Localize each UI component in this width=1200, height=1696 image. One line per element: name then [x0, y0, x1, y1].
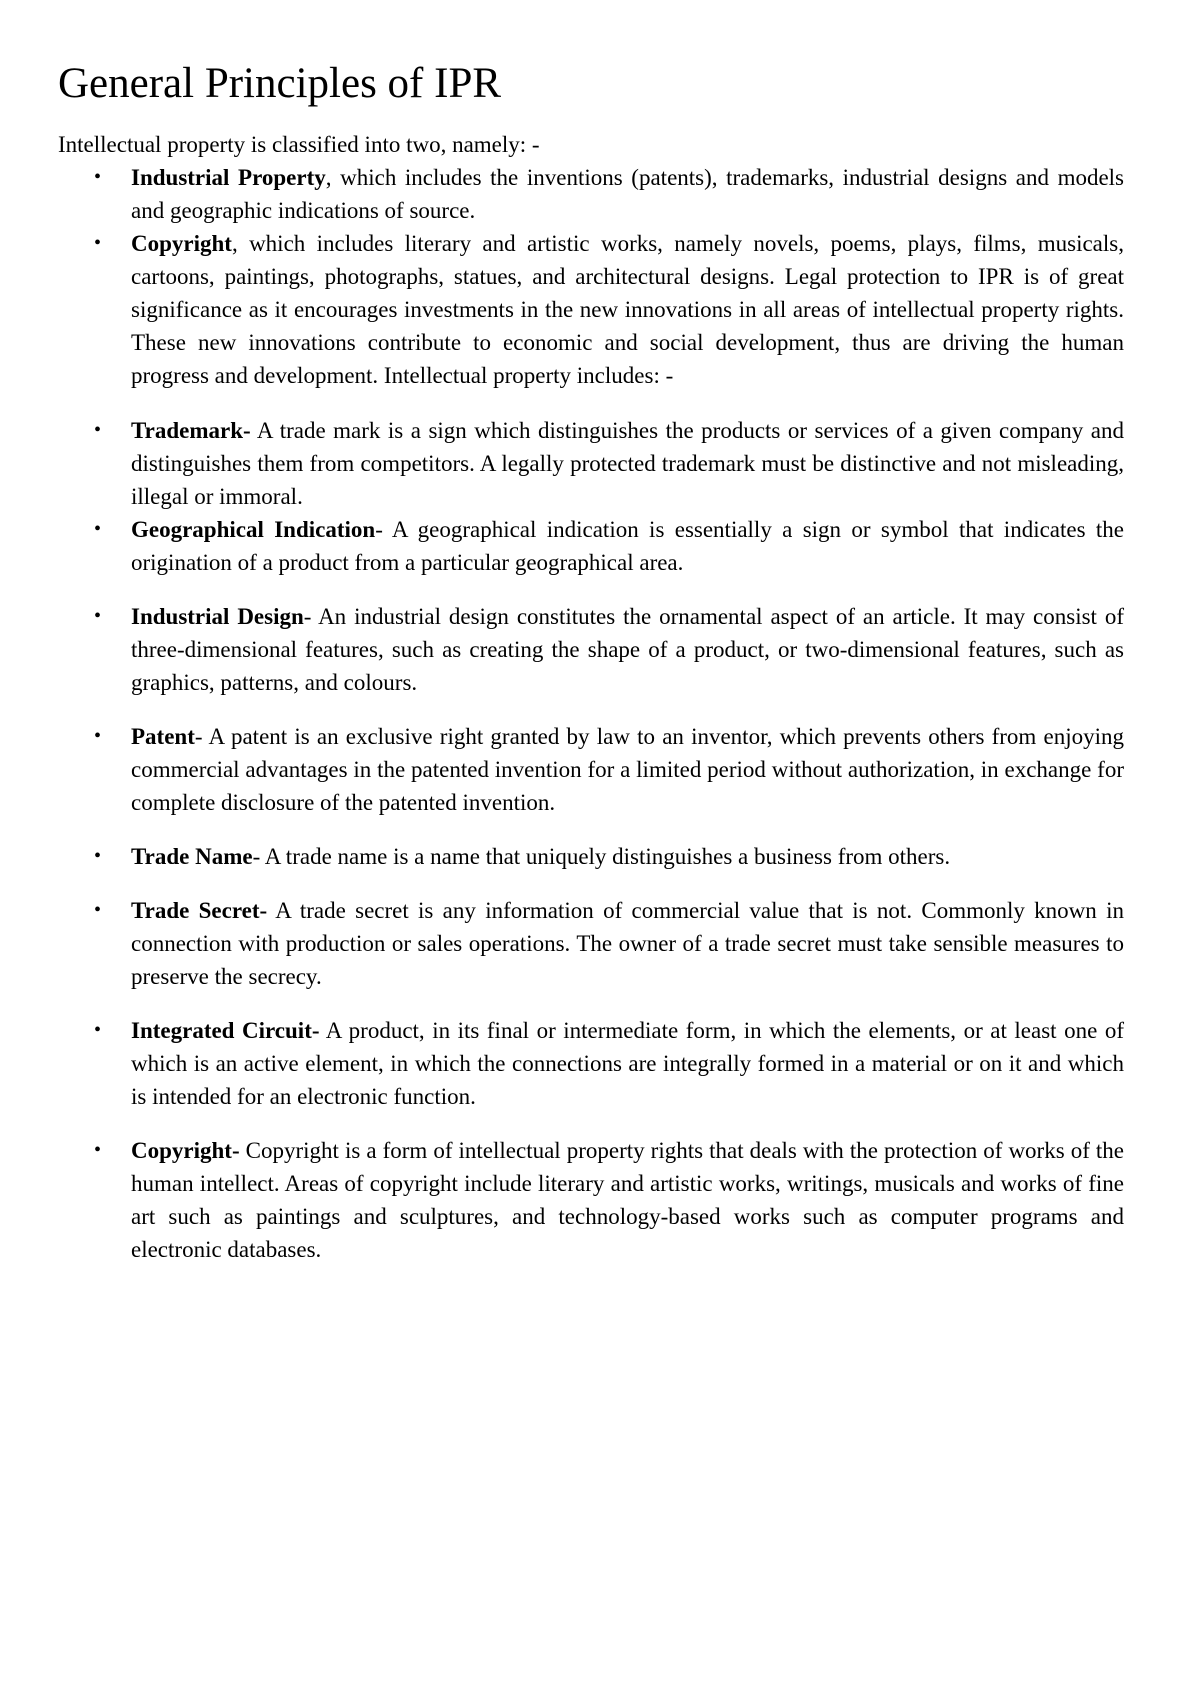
list-item-industrial-design: [58, 600, 1124, 699]
item-text: - A geographical indication is essentially a sign or symbol that indicates the origination of a product from a particular geographical area.: [131, 516, 1124, 575]
term-label: Industrial Property: [131, 164, 326, 190]
list-item-integrated-circuit: [58, 1014, 1124, 1113]
bullet-icon: •: [94, 231, 102, 254]
bullet-icon: •: [94, 898, 102, 921]
bullet-icon: •: [94, 517, 102, 540]
term-label: Trade Name: [131, 843, 253, 869]
term-label: Integrated Circuit-: [131, 1017, 320, 1043]
list-item-copyright-classification: [58, 227, 1124, 392]
trademark-list: [58, 414, 1124, 513]
list-item-patent: [58, 720, 1124, 819]
page-title: General Principles of IPR: [58, 60, 502, 107]
bullet-icon: •: [94, 1018, 102, 1041]
classification-list: [58, 161, 1124, 392]
term-label: Industrial Design: [131, 603, 304, 629]
bullet-icon: •: [94, 165, 102, 188]
term-label: Trade Secret-: [131, 897, 268, 923]
item-text: Copyright is a form of intellectual property rights that deals with the protection of works of the human intellect. Areas of copyright include literary and artistic works, writings, musicals and works of fine art such as paintings and sculptures, and technology-based works such as computer programs and electronic databases.: [131, 1137, 1124, 1262]
item-text: , which includes the inventions (patents), trademarks, industrial designs and models and geographic indications of source.: [131, 164, 1125, 223]
term-label: Copyright: [131, 230, 232, 256]
list-item-industrial-property: [58, 161, 1124, 227]
intro-paragraph: Intellectual property is classified into two, namely: -: [58, 131, 540, 157]
term-label: Copyright-: [131, 1137, 240, 1163]
term-label: Geographical Indication: [131, 516, 376, 542]
item-text: - A trade name is a name that uniquely distinguishes a business from others.: [252, 843, 951, 869]
list-item-trademark: [58, 414, 1124, 513]
item-text: , which includes literary and artistic works, namely novels, poems, plays, films, musicals, cartoons, paintings, photographs, statues, and architectural designs. Legal protection to IPR is of great significance as it encourages investments in the new innovations in all areas of intellectual property rights. These new innovations contribute to economic and social development, thus are driving the human progress and development. Intellectual property includes: -: [131, 230, 1124, 388]
list-item-trade-secret: [58, 894, 1124, 993]
item-text: A trade mark is a sign which distinguishes the products or services of a given company and distinguishes them from competitors. A legally protected trademark must be distinctive and not misleading, illegal or immoral.: [131, 417, 1124, 509]
item-text: - An industrial design constitutes the ornamental aspect of an article. It may consist of three-dimensional features, such as creating the shape of a product, or two-dimensional features, such as graphics, patterns, and colours.: [131, 603, 1124, 695]
item-text: A product, in its final or intermediate form, in which the elements, or at least one of which is an active element, in which the connections are integrally formed in a material or on it and which is intended for an electronic function.: [131, 1017, 1124, 1109]
ipr-types-list: [58, 513, 1124, 1266]
bullet-icon: •: [94, 604, 102, 627]
bullet-icon: •: [94, 1138, 102, 1161]
list-item-geographical-indication: [58, 513, 1124, 579]
item-text: A trade secret is any information of commercial value that is not. Commonly known in connection with production or sales operations. The owner of a trade secret must take sensible measures to preserve the secrecy.: [131, 897, 1124, 989]
list-item-trade-name: [58, 840, 1124, 873]
list-item-copyright: [58, 1134, 1124, 1266]
item-text: - A patent is an exclusive right granted by law to an inventor, which prevents others from enjoying commercial advantages in the patented invention for a limited period without authorization, in exchange for complete disclosure of the patented invention.: [131, 723, 1124, 815]
bullet-icon: •: [94, 724, 102, 747]
term-label: Trademark-: [131, 417, 251, 443]
bullet-icon: •: [94, 844, 102, 867]
bullet-icon: •: [94, 418, 102, 441]
term-label: Patent: [131, 723, 195, 749]
